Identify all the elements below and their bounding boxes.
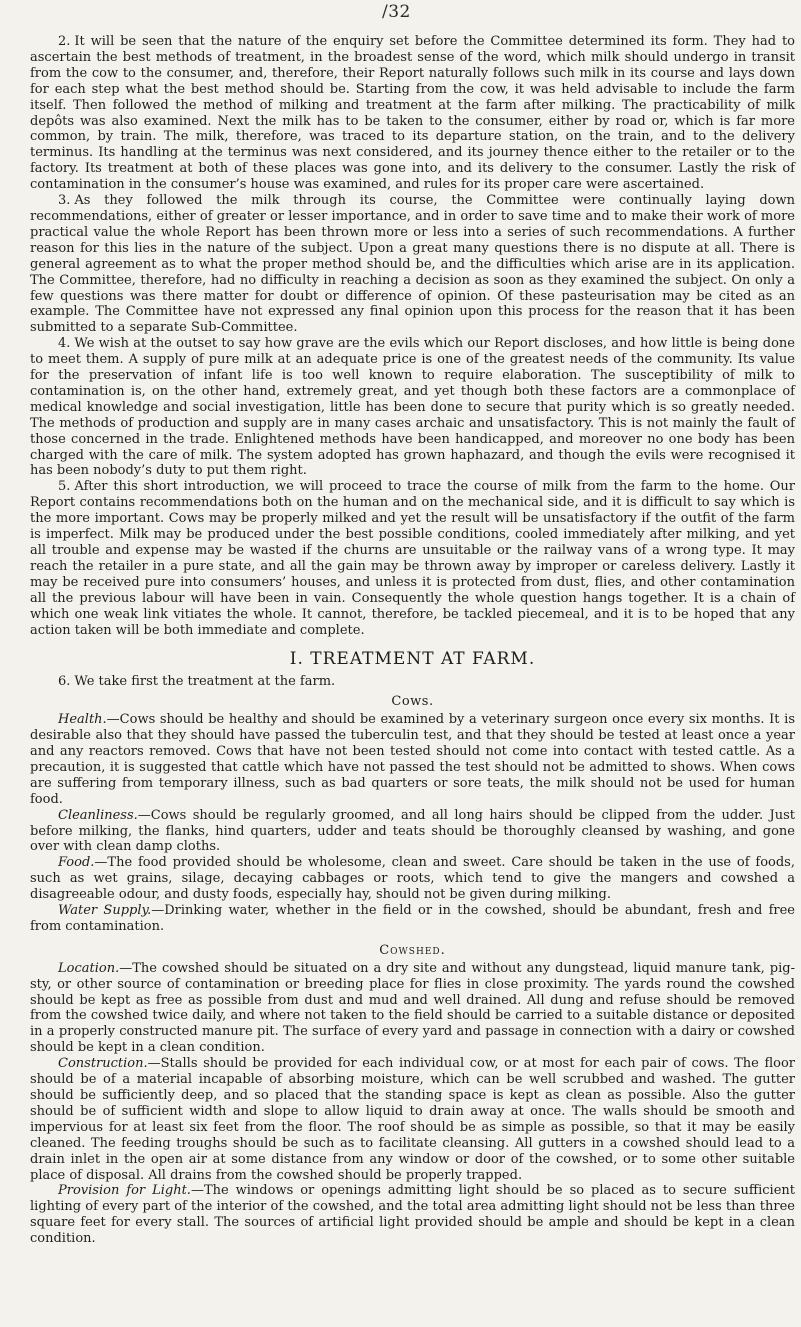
run-in-label: Water Supply.: [58, 903, 152, 919]
paragraph-text: —The food provided should be wholesome, clean and sweet. Care should be taken in the use of foods, such as wet grains, silage, decaying cabbages or roots, which tend to give the mangers and cowshed a disagreeable odour, and dusty foods, especially hay, should not be given during milking.: [30, 855, 795, 903]
cowshed-provision-for-light: [30, 1183, 795, 1247]
paragraph-text: —The cowshed should be situated on a dry site and without any dungstead, liquid manure tank, pig-sty, or other source of contamination or breeding place for flies in close proximity. The yards round the cowshed should be kept as free as possible from dust and mud and well drained. All dung and refuse should be removed from the cowshed twice daily, and where not taken to the field should be carried to a suitable distance or deposited in a properly constructed manure pit. The surface of every yard and passage in connection with a dairy or cowshed should be kept in a clean condition.: [30, 960, 795, 1056]
document-body: [30, 34, 795, 1247]
paragraph-number: 6.: [58, 674, 71, 690]
run-in-label: Cleanliness.: [58, 807, 138, 823]
section-heading: I. TREATMENT AT FARM.: [289, 649, 536, 670]
paragraph-text: —Cows should be healthy and should be examined by a veterinary surgeon once every six months. It is desirable also that they should have passed the tuberculin test, and that they should be tested at least once a year and any reactors removed. Cows that have not been tested should not come into contact with tested cattle. As a precaution, it is suggested that cattle which have not passed the test should not be admitted to shows. When cows are suffering from temporary illness, such as bad quarters or sore teats, the milk should not be used for human food.: [30, 712, 795, 807]
paragraph-number: 2.: [58, 34, 71, 49]
paragraph-text: —Cows should be regularly groomed, and all long hairs should be clipped from the udder. Just before milking, the flanks, hind quarters, udder and teats should be thoroughly cleansed by washing, and gone over with clean damp cloths.: [30, 807, 795, 855]
run-in-label: Location.: [58, 960, 120, 976]
paragraph-6: [30, 674, 795, 690]
paragraph-text: —Stalls should be provided for each individual cow, or at most for each pair of cows. The floor should be of a material incapable of absorbing moisture, which can be well scrubbed and washed. The gutter should be sufficiently deep, and so placed that the standing space is kept as clean as possible. Also the gutter should be of sufficient width and slope to allow liquid to drain away at once. The walls should be smooth and impervious for at least six feet from the floor. The roof should be as simple as possible, so that it may be easily cleaned. The feeding troughs should be such as to facilitate cleansing. All gutters in a cowshed should lead to a drain inlet in the open air at some distance from any window or door of the cowshed, or to some other suitable place of disposal. All drains from the cowshed should be properly trapped.: [30, 1056, 795, 1183]
cows-cleanliness: [30, 808, 795, 856]
paragraph-text: It will be seen that the nature of the enquiry set before the Committee determined its form. They had to ascertain the best methods of treatment, in the broadest sense of the word, which milk should undergo in transit from the cow to the consumer, and, therefore, their Report naturally follows such milk in its course and lays down for each step what the best method should be. Starting from the cow, it was held advisable to include the farm itself. Then followed the method of milking and treatment at the farm after milking. The practicability of milk depôts was also examined. Next the milk has to be taken to the consumer, either by road or, which is far more common, by train. The milk, therefore, was traced to its departure station, on the train, and to the delivery terminus. Its handling at the terminus was next considered, and its journey thence either to the retailer or to the factory. Its treatment at both of these places was gone into, and its delivery to the consumer. Lastly the risk of contamination in the consumer’s house was examined, and rules for its proper care were ascertained.: [30, 34, 795, 193]
paragraph-5: [30, 479, 795, 638]
cowshed-construction: [30, 1056, 795, 1183]
paragraph-2: [30, 34, 795, 193]
cows-food: [30, 855, 795, 903]
run-in-label: Provision for Light.: [58, 1183, 191, 1199]
paragraph-4: [30, 336, 795, 479]
cows-water-supply: [30, 903, 795, 935]
page-number: /32: [382, 2, 411, 22]
paragraph-3: [30, 193, 795, 336]
paragraph-text: After this short introduction, we will proceed to trace the course of milk from the farm to the home. Our Report contains recommendations both on the human and on the mechanical side, and it is difficult to say which is the more important. Cows may be properly milked and yet the result will be unsatisfactory if the outfit of the farm is imperfect. Milk may be produced under the best possible conditions, cooled immediately after milking, and yet all trouble and expense may be wasted if the churns are unsuitable or the railway vans of a wrong type. It may reach the retailer in a pure state, and all the gain may be thrown away by improper or careless delivery. Lastly it may be received pure into consumers’ houses, and unless it is protected from dust, flies, and other contamination all the previous labour will have been in vain. Consequently the whole question hangs together. It is a chain of which one weak link vitiates the whole. It cannot, therefore, be tackled piecemeal, and it is to be hoped that any action taken will be both immediate and complete.: [30, 479, 795, 638]
cowshed-heading: Cowshed.: [379, 942, 446, 958]
paragraph-text: —Drinking water, whether in the field or in the cowshed, should be abundant, fresh and free from contamination.: [30, 903, 795, 934]
paragraph-number: 4.: [58, 336, 71, 352]
cowshed-location: [30, 961, 795, 1056]
cows-heading: Cows.: [391, 694, 434, 710]
run-in-label: Construction.: [58, 1056, 148, 1072]
paragraph-number: 5.: [58, 479, 71, 495]
cows-health: [30, 712, 795, 807]
paragraph-text: We wish at the outset to say how grave are the evils which our Report discloses, and how little is being done to meet them. A supply of pure milk at an adequate price is one of the greatest needs of the community. Its value for the preservation of infant life is too well known to require elaboration. The susceptibility of milk to contamination is, on the other hand, extremely great, and yet though both these factors are a commonplace of medical knowledge and social investigation, little has been done to secure that purity which is so greatly needed. The methods of production and supply are in many cases archaic and unsatisfactory. This is not mainly the fault of those concerned in the trade. Enlightened methods have been handicapped, and moreover no one body has been charged with the care of milk. The system adopted has grown haphazard, and though the evils were recognised it has been nobody’s duty to put them right.: [30, 336, 795, 479]
paragraph-text: —The windows or openings admitting light should be so placed as to secure sufficient lighting of every part of the interior of the cowshed, and the total area admitting light should not be less than three square feet for every stall. The sources of artificial light provided should be ample and should be kept in a clean condition.: [30, 1183, 795, 1247]
paragraph-text: We take first the treatment at the farm.: [74, 674, 336, 690]
run-in-label: Food.: [58, 855, 95, 871]
run-in-label: Health.: [58, 712, 107, 728]
paragraph-number: 3.: [58, 193, 71, 209]
paragraph-text: As they followed the milk through its course, the Committee were continually laying down recommendations, either of greater or lesser importance, and in order to save time and to make their work of more practical value the whole Report has been thrown more or less into a series of such recommendations. A further reason for this lies in the nature of the subject. Upon a great many questions there is no dispute at all. There is general agreement as to what the proper method should be, and the difficulties which arise are in its application. The Committee, therefore, had no difficulty in reaching a decision as soon as they examined the subject. On only a few questions was there matter for doubt or difference of opinion. Of these pasteurisation may be cited as an example. The Committee have not expressed any final opinion upon this process for the reason that it has been submitted to a separate Sub-Committee.: [30, 193, 795, 336]
